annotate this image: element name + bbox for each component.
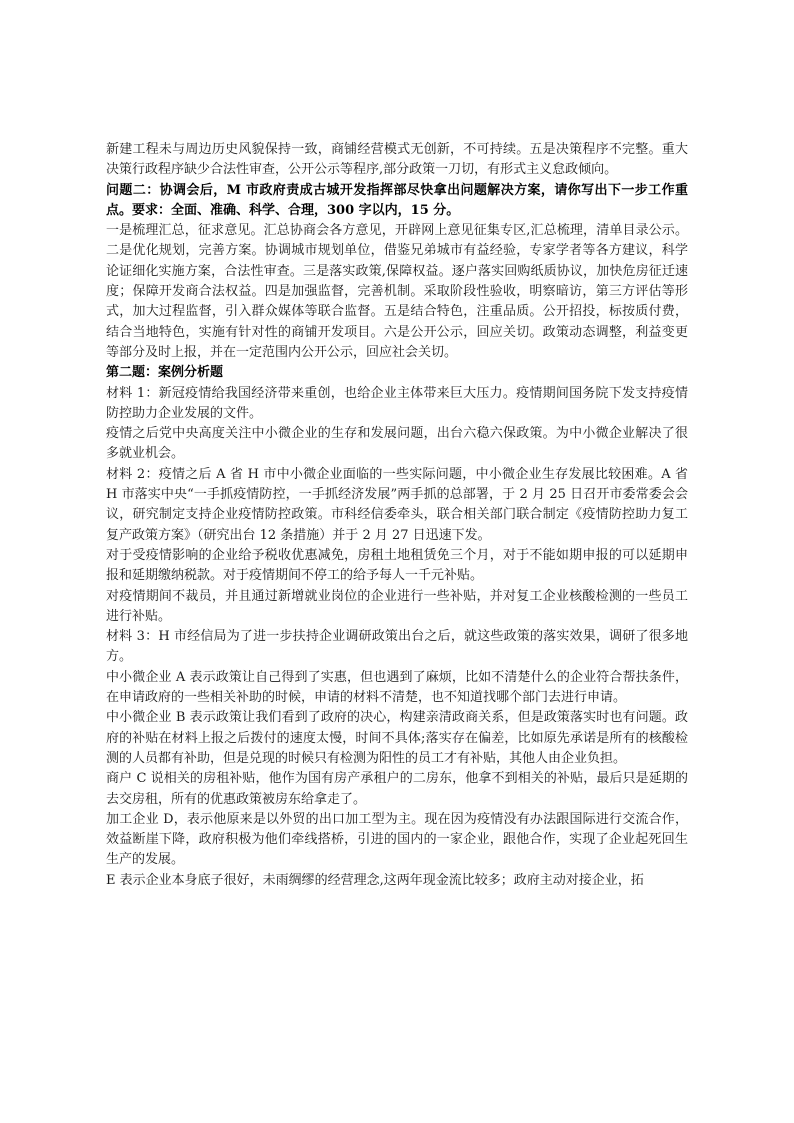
material-2-paragraph: 材料 2：疫情之后 A 省 H 市中小微企业面临的一些实际问题，中小微企业生存发展比较困难。A 省 H 市落实中央“一手抓疫情防控，一手抓经济发展”两手抓的总部署，于 2 月 25 日召开市委常委会会议，研究制定支持企业疫情防控政策。市科经信委牵头，联合相关部门联合制定《疫情防控助力复工复产政策方案》（研究出台 12 条措施）并于 2 月 27 日迅速下发。 [106,466,688,543]
paragraph-1: 新建工程未与周边历史风貌保持一致，商铺经营模式无创新，不可持续。五是决策程序不完整。重大决策行政程序缺少合法性审查，公开公示等程序,部分政策一刀切，有形式主义怠政倾向。 [106,142,688,178]
answer-paragraph: 一是梳理汇总，征求意见。汇总协商会各方意见，开辟网上意见征集专区,汇总梳理，清单目录公示。二是优化规划，完善方案。协调城市规划单位，借鉴兄弟城市有益经验，专家学者等各方建议，科学论证细化实施方案，合法性审查。三是落实政策,保障权益。逐户落实回购纸质协议，加快危房征迁速度；保障开发商合法权益。四是加强监督，完善机制。采取阶段性验收，明察暗访，第三方评估等形式，加大过程监督，引入群众媒体等联合监督。五是结合特色，注重品质。公开招投，标按质付费，结合当地特色，实施有针对性的商铺开发项目。六是公开公示，回应关切。政策动态调整，利益变更等部分及时上报，并在一定范围内公开公示，回应社会关切。 [106,223,688,360]
material-3-paragraph: 材料 3：H 市经信局为了进一步扶持企业调研政策出台之后，就这些政策的落实效果，调研了很多地方。 [106,629,688,665]
document-page [106,140,688,891]
material-1-paragraph: 材料 1：新冠疫情给我国经济带来重创，也给企业主体带来巨大压力。疫情期间国务院下发支持疫情防控助力企业发展的文件。 [106,385,688,421]
section-two-heading: 第二题：案例分析题 [106,365,224,381]
enterprise-d-paragraph: 加工企业 D，表示他原来是以外贸的出口加工型为主。现在因为疫情没有办法跟国际进行交流合作，效益断崖下降，政府积极为他们牵线搭桥，引进的国内的一家企业，跟他合作，实现了企业起死回生生产的发展。 [106,811,688,868]
merchant-c-paragraph: 商户 C 说相关的房租补贴，他作为国有房产承租户的二房东，他拿不到相关的补贴，最后只是延期的去交房租，所有的优惠政策被房东给拿走了。 [106,771,688,807]
enterprise-a-paragraph: 中小微企业 A 表示政策让自己得到了实惠，但也遇到了麻烦，比如不清楚什么的企业符合帮扶条件，在申请政府的一些相关补助的时候，申请的材料不清楚，也不知道找哪个部门去进行申请。 [106,669,688,706]
enterprise-e-paragraph: E 表示企业本身底子很好，未雨绸缪的经营理念,这两年现金流比较多；政府主动对接企业，拓 [106,872,644,888]
material-1-paragraph-cont: 疫情之后党中央高度关注中小微企业的生存和发展问题，出台六稳六保政策。为中小微企业解决了很多就业机会。 [106,426,688,462]
question-two-heading: 问题二：协调会后，M 市政府责成古城开发指挥部尽快拿出问题解决方案，请你写出下一步工作重点。要求：全面、准确、科学、合理，300 字以内，15 分。 [106,182,688,218]
material-2-tax-paragraph: 对于受疫情影响的企业给予税收优惠减免，房租土地租赁免三个月，对于不能如期申报的可以延期申报和延期缴纳税款。对于疫情期间不停工的给予每人一千元补贴。 [106,547,688,584]
enterprise-b-paragraph: 中小微企业 B 表示政策让我们看到了政府的决心，构建亲清政商关系，但是政策落实时也有问题。政府的补贴在材料上报之后拨付的速度太慢，时间不具体;落实存在偏差，比如原先承诺是所有的核酸检测的人员都有补助，但是兑现的时候只有检测为阳性的员工才有补贴，其他人由企业负担。 [106,710,688,766]
material-2-subsidy-paragraph: 对疫情期间不裁员，并且通过新增就业岗位的企业进行一些补贴，并对复工企业核酸检测的一些员工进行补贴。 [106,588,688,624]
